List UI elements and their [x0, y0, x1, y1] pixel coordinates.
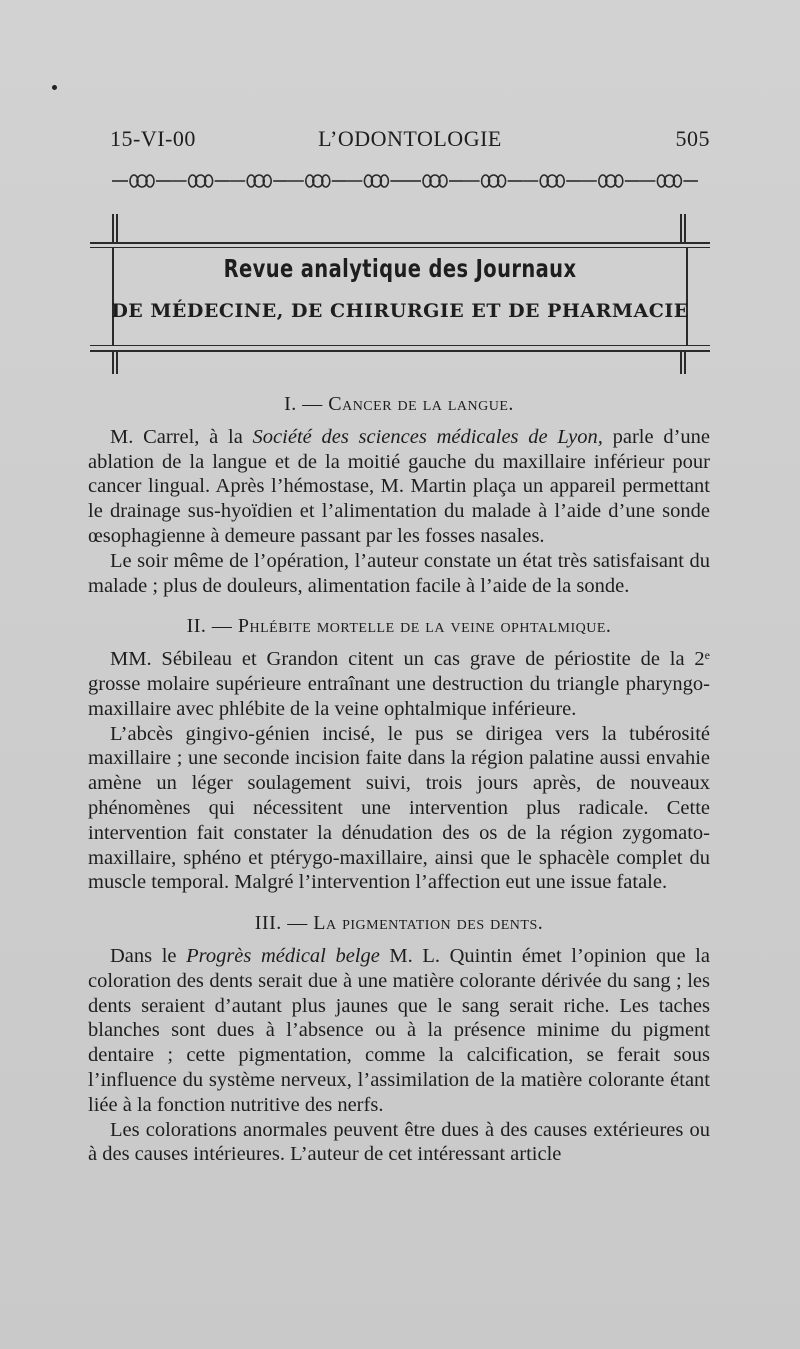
banner-post: [684, 214, 686, 242]
section-heading-1: I. — Cancer de la langue.: [284, 393, 514, 415]
ornament-link: [522, 175, 581, 187]
paragraph: MM. Sébileau et Grandon citent un cas grave de périostite de la 2e grosse molaire supérieure entraînant une destruction du triangle pharyngo-maxillaire avec phlébite de la veine ophtalmique inférieure.: [88, 648, 710, 720]
banner-post: [680, 352, 682, 374]
issue-date: 15-VI-00: [110, 126, 196, 151]
paragraph: M. Carrel, à la Société des sciences médicales de Lyon, parle d’une ablation de la langue et de la moitié gauche du maxillaire inférieur pour cancer lingual. Après l’hémostase, M. Martin plaça un appareil permettant le drainage sus-hyoïdien et l’alimentation du malade à l’aide d’une sonde œsophagienne à demeure passant par les fosses nasales.: [88, 425, 710, 547]
ornament-link: [346, 175, 405, 187]
ornament-link: [229, 175, 288, 187]
journal-name: L’ODONTOLOGIE: [318, 126, 502, 151]
ornament-link: [171, 175, 230, 187]
section-heading-3: III. — La pigmentation des dents.: [254, 912, 544, 935]
paragraph: Dans le Progrès médical belge M. L. Quintin émet l’opinion que la coloration des dents serait due à une matière colorante dérivée du sang ; les dents seraient d’autant plus jaunes que le sang serait riche. Les taches blanches sont dues à l’absence ou à la présence minime du pigment dentaire ; cette pigmentation, comme la calcification, se ferait sous l’influence du système nerveux, l’assimilation de la matière colorante étant liée à la fonction nutritive des nerfs.: [88, 944, 710, 1116]
paragraph: Les colorations anormales peuvent être dues à des causes extérieures ou à des causes intérieures. L’auteur de cet intéressant article: [88, 1118, 710, 1166]
paragraph: L’abcès gingivo-génien incisé, le pus se dirigea vers la tubérosité maxillaire ; une seconde incision faite dans la région palatine aussi envahie amène un léger soulagement suivi, trois jours après, de nouveaux phénomènes qui nécessitent une intervention plus radicale. Cette intervention fait constater la dénudation des os de la région zygomato-maxillaire, sphéno et ptérygo-maxillaire, ainsi que le sphacèle complet du muscle temporal. Malgré l’intervention l’affection eut une issue fatale.: [88, 722, 710, 894]
section-banner: [90, 214, 710, 374]
banner-rule-bottom-inner: [90, 345, 710, 346]
ornament-link: [464, 175, 523, 187]
ornament-link: [112, 175, 171, 187]
page-number: 505: [675, 126, 710, 151]
journal-citation: Société des sciences médicales de Lyon,: [252, 425, 603, 448]
article-body: [88, 384, 710, 1167]
banner-title: Revue analytique des Journaux: [223, 254, 577, 283]
section-heading-2: II. — Phlébite mortelle de la veine ophtalmique.: [186, 615, 612, 638]
banner-rule-top: [90, 242, 710, 244]
banner-post: [112, 352, 114, 374]
ornament-link: [405, 175, 464, 187]
banner-post: [112, 214, 114, 242]
ornament-link: [288, 175, 347, 187]
banner-post: [684, 352, 686, 374]
banner-post: [116, 214, 118, 242]
banner-post: [680, 214, 682, 242]
banner-subtitle: DE MÉDECINE, DE CHIRURGIE ET DE PHARMACIE: [111, 300, 689, 322]
running-head: [110, 126, 710, 156]
ornament-link: [639, 175, 698, 187]
paragraph: Le soir même de l’opération, l’auteur constate un état très satisfaisant du malade ; plus de douleurs, alimentation facile à l’aide de la sonde.: [88, 549, 710, 597]
journal-citation: Progrès médical belge: [186, 944, 380, 967]
ordinal-superscript: e: [704, 648, 710, 663]
banner-rule-bottom: [90, 350, 710, 352]
banner-post: [116, 352, 118, 374]
ornamental-border: [112, 170, 698, 192]
ornament-link: [581, 175, 640, 187]
ink-speck: [52, 85, 57, 90]
